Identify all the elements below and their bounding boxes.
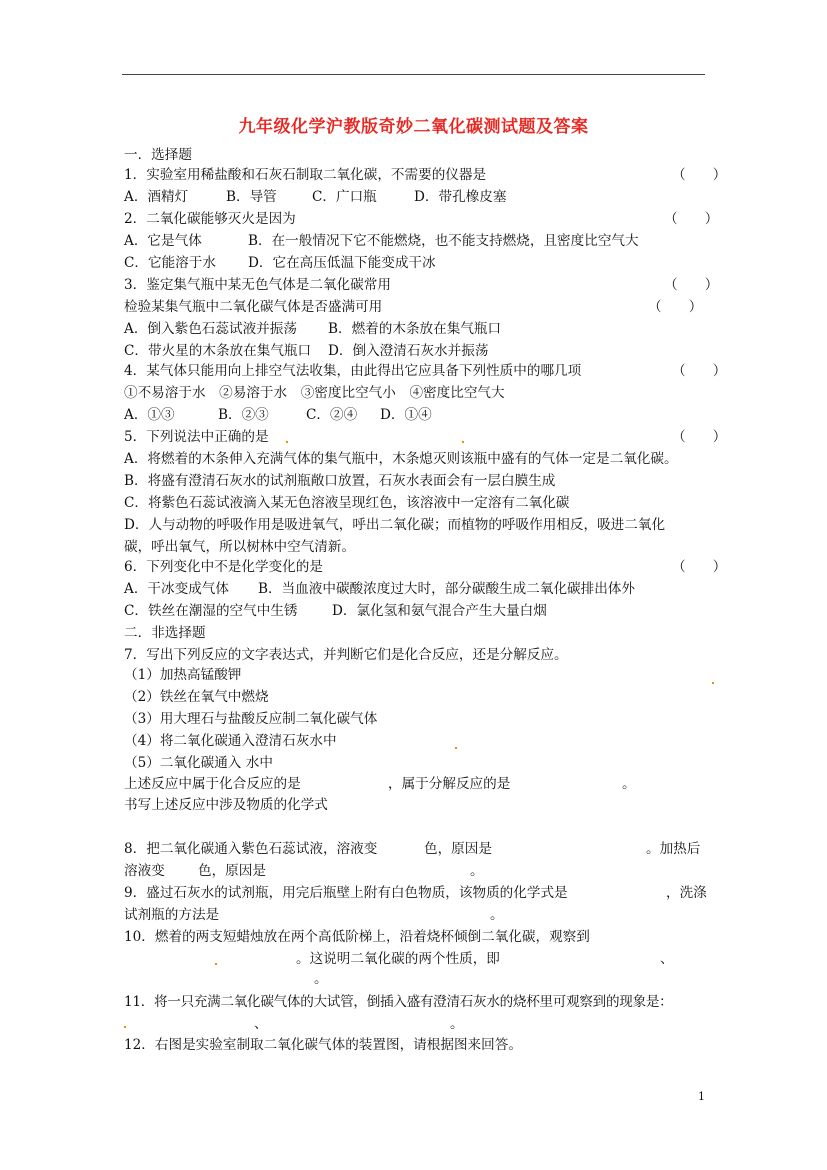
yellow-mark — [124, 1026, 126, 1028]
q3-option-c: C．带火星的木条放在集气瓶口 — [124, 343, 312, 359]
q7-sub-1: （1）加热高锰酸钾 — [124, 667, 242, 683]
q4-option-c: C．②④ — [306, 407, 358, 423]
yellow-mark — [286, 441, 288, 443]
q6-option-d: D．氯化氢和氨气混合产生大量白烟 — [332, 603, 547, 619]
q1-option-d: D．带孔橡皮塞 — [414, 189, 507, 205]
q10-part-c: 、 — [660, 951, 674, 967]
q7-sub-2: （2）铁丝在氧气中燃烧 — [124, 689, 269, 705]
q10-part-b: 。这说明二氧化碳的两个性质，即 — [296, 951, 500, 967]
q8-part-a: 8．把二氧化碳通入紫色石蕊试液，溶液变 — [124, 841, 378, 857]
q1-answer-paren: （ ） — [672, 167, 727, 183]
yellow-mark — [215, 963, 217, 965]
q4-answer-paren: （ ） — [672, 363, 727, 379]
q7-stem: 7．写出下列反应的文字表达式，并判断它们是化合反应，还是分解反应。 — [124, 647, 568, 663]
q2-stem: 2．二氧化碳能够灭火是因为 — [124, 211, 296, 227]
section-nonchoice-heading: 二．非选择题 — [124, 625, 206, 641]
q4-properties: ①不易溶于水 ②易溶于水 ③密度比空气小 ④密度比空气大 — [124, 385, 505, 401]
q12-stem: 12．右图是实验室制取二氧化碳气体的装置图，请根据图来回答。 — [124, 1037, 522, 1053]
q11-part-b: 、 — [254, 1016, 268, 1032]
q6-option-c: C．铁丝在潮湿的空气中生锈 — [124, 603, 298, 619]
q11-part-c: 。 — [450, 1016, 464, 1032]
section-choice-heading: 一．选择题 — [124, 147, 192, 163]
q7-combination-label: 上述反应中属于化合反应的是 — [124, 776, 301, 792]
q9-part-a: 9．盛过石灰水的试剂瓶，用完后瓶壁上附有白色物质，该物质的化学式是 — [124, 885, 568, 901]
q6-option-b: B．当血液中碳酸浓度过大时，部分碳酸生成二氧化碳排出体外 — [258, 581, 636, 597]
q8-part-b: 色，原因是 — [424, 841, 492, 857]
q7-sub-4: （4）将二氧化碳通入澄清石灰水中 — [124, 733, 337, 749]
q5-option-c: C．将紫色石蕊试液滴入某无色溶液呈现红色，该溶液中一定溶有二氧化碳 — [124, 495, 570, 511]
q1-option-a: A．酒精灯 — [124, 189, 189, 205]
q10-part-d: 。 — [314, 971, 328, 987]
q2-option-c: C．它能溶于水 — [124, 255, 216, 271]
q5-option-a: A．将燃着的木条伸入充满气体的集气瓶中，木条熄灭则该瓶中盛有的气体一定是二氧化碳。 — [124, 451, 678, 467]
q5-option-d-line1: D．人与动物的呼吸作用是吸进氧气，呼出二氧化碳；而植物的呼吸作用相反，吸进二氧化 — [124, 517, 666, 533]
q5-answer-paren: （ ） — [672, 429, 727, 445]
q3-option-b: B．燃着的木条放在集气瓶口 — [328, 321, 502, 337]
q4-stem: 4．某气体只能用向上排空气法收集，由此得出它应具备下列性质中的哪几项 — [124, 363, 582, 379]
q3-answer-paren-2: （ ） — [648, 299, 703, 315]
yellow-mark — [455, 747, 457, 749]
q2-answer-paren: （ ） — [664, 211, 719, 227]
q5-option-b: B．将盛有澄清石灰水的试剂瓶敞口放置，石灰水表面会有一层白膜生成 — [124, 473, 556, 489]
q7-formula-prompt: 书写上述反应中涉及物质的化学式 — [124, 797, 328, 813]
q1-option-c: C．广口瓶 — [312, 189, 377, 205]
q2-option-a: A．它是气体 — [124, 233, 202, 249]
q8-part-c: 。加热后 — [646, 841, 701, 857]
q3-option-d: D．倒入澄清石灰水并振荡 — [328, 343, 489, 359]
q7-sub-5: （5）二氧化碳通入 水中 — [124, 755, 273, 771]
q4-option-a: A．①③ — [124, 407, 175, 423]
q6-option-a: A．干冰变成气体 — [124, 581, 229, 597]
q2-option-b: B．在一般情况下它不能燃烧，也不能支持燃烧，且密度比空气大 — [248, 233, 639, 249]
q7-decomposition-label: ，属于分解反应的是 — [388, 776, 511, 792]
q1-option-b: B．导管 — [226, 189, 277, 205]
q10-part-a: 10．燃着的两支短蜡烛放在两个高低阶梯上，沿着烧杯倾倒二氧化碳，观察到 — [124, 929, 590, 945]
q3-option-a: A．倒入紫色石蕊试液并振荡 — [124, 321, 297, 337]
q5-option-d-line2: 碳，呼出氧气，所以树林中空气清新。 — [124, 539, 356, 555]
document-title: 九年级化学沪教版奇妙二氧化碳测试题及答案 — [238, 117, 589, 137]
q5-stem: 5．下列说法中正确的是 — [124, 429, 269, 445]
q4-option-d: D．①④ — [380, 407, 432, 423]
q6-answer-paren: （ ） — [672, 559, 727, 575]
page-number: 1 — [698, 1090, 705, 1103]
q7-sub-3: （3）用大理石与盐酸反应制二氧化碳气体 — [124, 711, 378, 727]
q2-option-d: D．它在高压低温下能变成干冰 — [248, 255, 436, 271]
q6-stem: 6．下列变化中不是化学变化的是 — [124, 559, 323, 575]
q1-stem: 1．实验室用稀盐酸和石灰石制取二氧化碳，不需要的仪器是 — [124, 167, 487, 183]
q9-part-b: ，洗涤 — [666, 885, 707, 901]
q9-part-c: 试剂瓶的方法是 — [124, 907, 220, 923]
q8-part-d: 溶液变 — [124, 863, 165, 879]
header-rule — [122, 74, 705, 75]
yellow-mark — [712, 682, 714, 684]
q8-part-e: 色，原因是 — [198, 863, 266, 879]
yellow-mark — [462, 441, 464, 443]
q9-part-d: 。 — [490, 907, 504, 923]
q7-line-end: 。 — [622, 776, 636, 792]
q3-stem: 3．鉴定集气瓶中某无色气体是二氧化碳常用 — [124, 277, 391, 293]
q8-part-f: 。 — [470, 863, 484, 879]
q3-stem-2: 检验某集气瓶中二氧化碳气体是否盛满可用 — [124, 299, 383, 315]
q11-part-a: 11．将一只充满二氧化碳气体的大试管，倒插入盛有澄清石灰水的烧杯里可观察到的现象是： — [124, 994, 673, 1010]
q3-answer-paren: （ ） — [664, 277, 719, 293]
q4-option-b: B．②③ — [218, 407, 269, 423]
